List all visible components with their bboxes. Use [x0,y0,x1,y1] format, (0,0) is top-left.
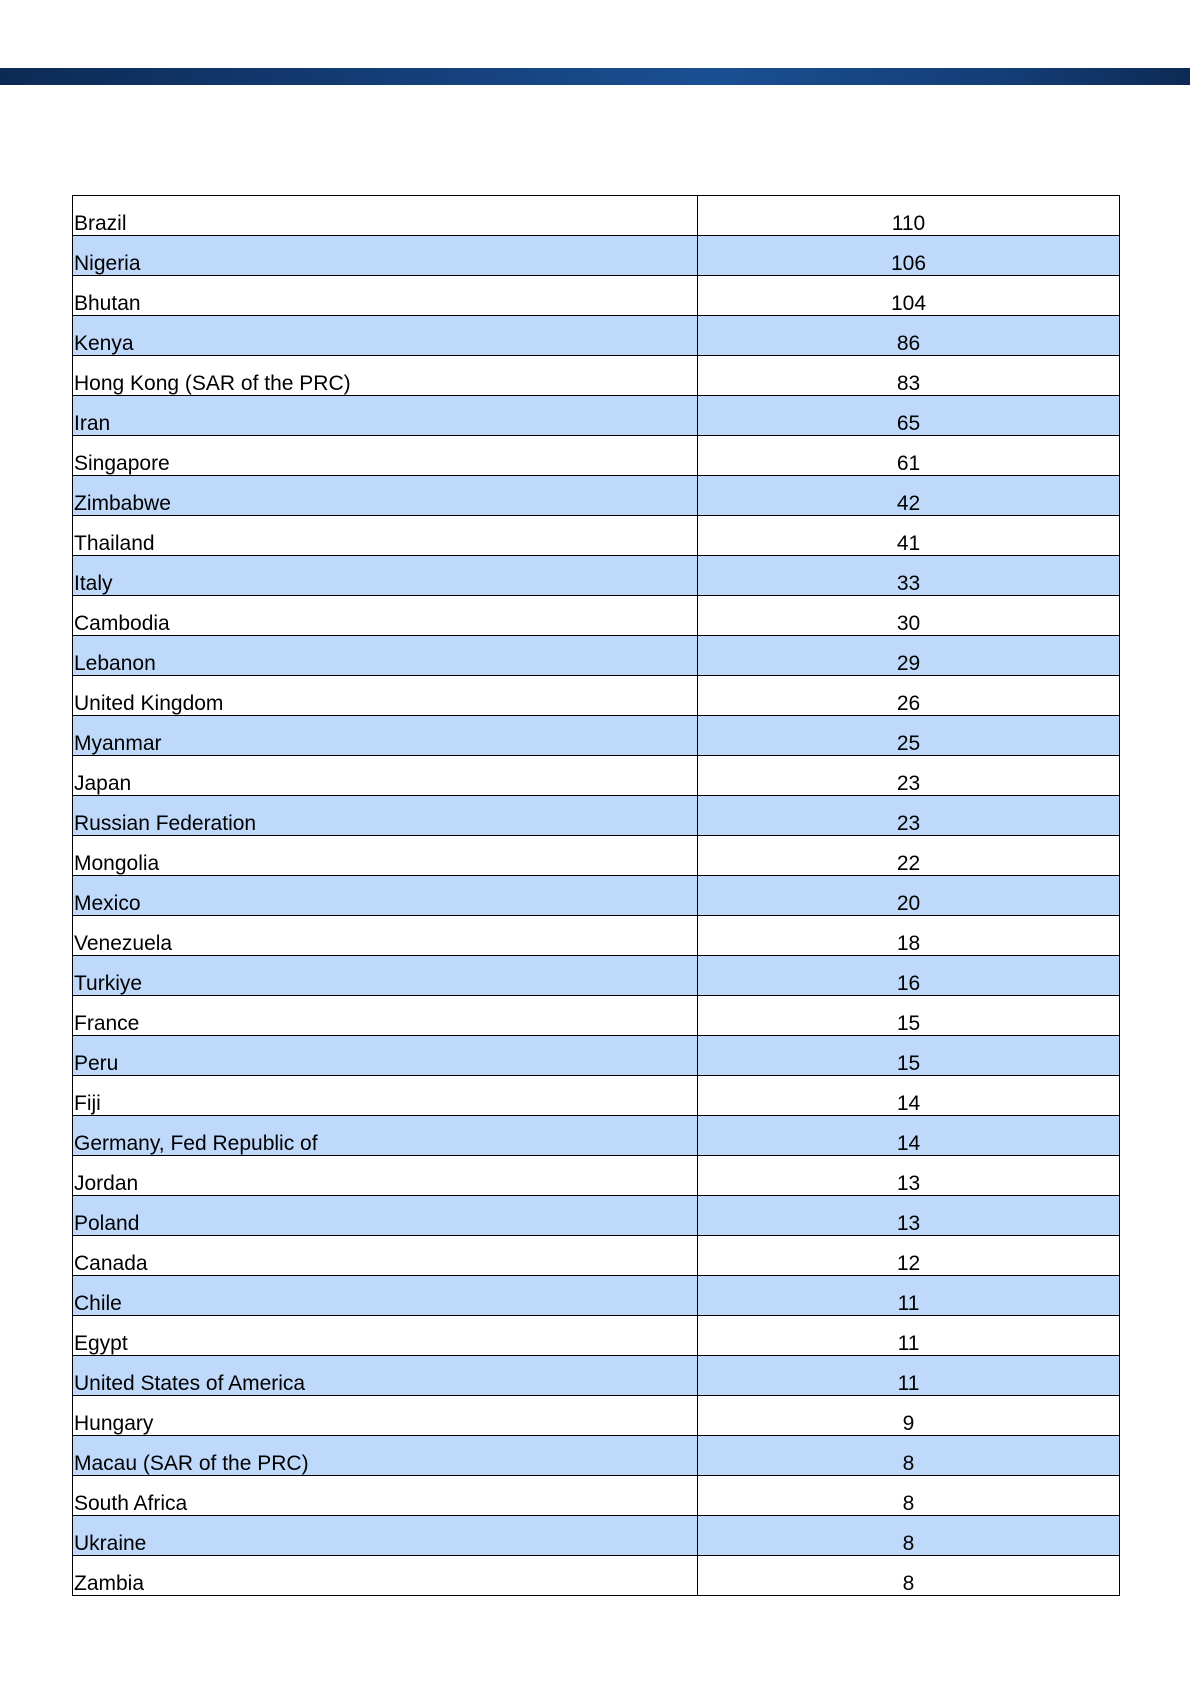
count-cell: 9 [698,1396,1120,1436]
count-cell: 13 [698,1196,1120,1236]
country-name-cell: Zambia [73,1556,698,1596]
count-cell: 12 [698,1236,1120,1276]
country-name-cell: Jordan [73,1156,698,1196]
country-name-cell: Bhutan [73,276,698,316]
count-cell: 30 [698,596,1120,636]
count-cell: 23 [698,796,1120,836]
country-name-cell: Zimbabwe [73,476,698,516]
country-name-cell: Brazil [73,196,698,236]
table-row [73,196,1120,236]
count-cell: 110 [698,196,1120,236]
country-name-cell: Peru [73,1036,698,1076]
count-cell: 26 [698,676,1120,716]
table-row [73,596,1120,636]
country-count-table [72,195,1120,1596]
count-cell: 33 [698,556,1120,596]
table-row [73,836,1120,876]
table-body [73,196,1120,1596]
table-row [73,716,1120,756]
country-name-cell: Iran [73,396,698,436]
table-row [73,956,1120,996]
table-row [73,1556,1120,1596]
country-name-cell: Turkiye [73,956,698,996]
count-cell: 8 [698,1516,1120,1556]
count-cell: 11 [698,1316,1120,1356]
count-cell: 106 [698,236,1120,276]
table-row [73,916,1120,956]
count-cell: 86 [698,316,1120,356]
count-cell: 8 [698,1476,1120,1516]
country-name-cell: Canada [73,1236,698,1276]
table-row [73,356,1120,396]
country-name-cell: South Africa [73,1476,698,1516]
count-cell: 20 [698,876,1120,916]
table-row [73,756,1120,796]
country-name-cell: Kenya [73,316,698,356]
count-cell: 83 [698,356,1120,396]
country-name-cell: Macau (SAR of the PRC) [73,1436,698,1476]
table-row [73,1076,1120,1116]
country-name-cell: Poland [73,1196,698,1236]
country-name-cell: Russian Federation [73,796,698,836]
count-cell: 11 [698,1356,1120,1396]
table-row [73,676,1120,716]
table-row [73,1516,1120,1556]
count-cell: 22 [698,836,1120,876]
country-name-cell: Cambodia [73,596,698,636]
table-row [73,556,1120,596]
table-row [73,436,1120,476]
country-name-cell: Egypt [73,1316,698,1356]
table-row [73,1156,1120,1196]
count-cell: 65 [698,396,1120,436]
table-row [73,1396,1120,1436]
table-row [73,316,1120,356]
table-row [73,276,1120,316]
header-band [0,68,1190,85]
count-cell: 23 [698,756,1120,796]
country-name-cell: United Kingdom [73,676,698,716]
count-cell: 41 [698,516,1120,556]
country-name-cell: Chile [73,1276,698,1316]
count-cell: 8 [698,1556,1120,1596]
table-row [73,1196,1120,1236]
country-name-cell: Japan [73,756,698,796]
count-cell: 14 [698,1116,1120,1156]
count-cell: 11 [698,1276,1120,1316]
table-row [73,1316,1120,1356]
country-name-cell: Nigeria [73,236,698,276]
country-name-cell: United States of America [73,1356,698,1396]
country-name-cell: Hungary [73,1396,698,1436]
country-name-cell: Myanmar [73,716,698,756]
count-cell: 15 [698,996,1120,1036]
table-row [73,476,1120,516]
table-row [73,1436,1120,1476]
country-name-cell: Mexico [73,876,698,916]
table-row [73,636,1120,676]
country-name-cell: Italy [73,556,698,596]
country-name-cell: Mongolia [73,836,698,876]
country-name-cell: Fiji [73,1076,698,1116]
table-row [73,996,1120,1036]
table-row [73,876,1120,916]
country-name-cell: Singapore [73,436,698,476]
count-cell: 14 [698,1076,1120,1116]
count-cell: 15 [698,1036,1120,1076]
table-row [73,396,1120,436]
country-name-cell: Lebanon [73,636,698,676]
count-cell: 29 [698,636,1120,676]
country-name-cell: Thailand [73,516,698,556]
count-cell: 61 [698,436,1120,476]
country-name-cell: Ukraine [73,1516,698,1556]
table-row [73,1116,1120,1156]
count-cell: 8 [698,1436,1120,1476]
country-name-cell: Hong Kong (SAR of the PRC) [73,356,698,396]
table-row [73,1356,1120,1396]
count-cell: 18 [698,916,1120,956]
count-cell: 16 [698,956,1120,996]
country-name-cell: Venezuela [73,916,698,956]
table-row [73,1276,1120,1316]
table-row [73,1236,1120,1276]
count-cell: 13 [698,1156,1120,1196]
table-row [73,1476,1120,1516]
count-cell: 42 [698,476,1120,516]
table-row [73,1036,1120,1076]
count-cell: 25 [698,716,1120,756]
table-row [73,796,1120,836]
table-row [73,236,1120,276]
count-cell: 104 [698,276,1120,316]
country-name-cell: France [73,996,698,1036]
country-name-cell: Germany, Fed Republic of [73,1116,698,1156]
table-row [73,516,1120,556]
